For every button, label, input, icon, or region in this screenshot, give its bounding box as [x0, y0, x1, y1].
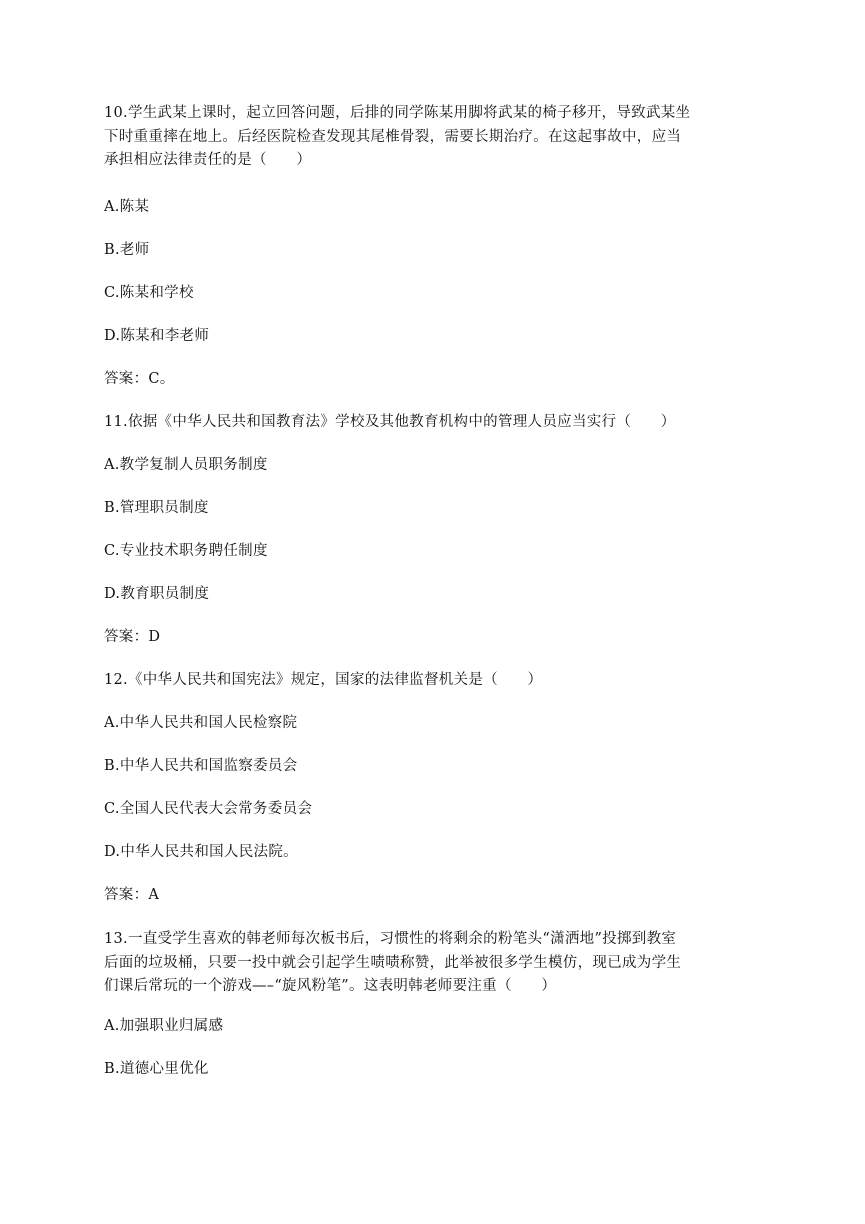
question-11-stem: 11.依据《中华人民共和国教育法》学校及其他教育机构中的管理人员应当实行（ ）: [104, 414, 676, 430]
question-12-stem: 12.《中华人民共和国宪法》规定，国家的法律监督机关是（ ）: [104, 672, 543, 688]
question-11-option-c: C.专业技术职务聘任制度: [104, 543, 268, 559]
question-11-option-d: D.教育职员制度: [104, 586, 210, 602]
question-10-stem: [104, 102, 764, 173]
stem-line: 10.学生武某上课时，起立回答问题，后排的同学陈某用脚将武某的椅子移开，导致武某坐: [104, 105, 691, 121]
stem-line: 承担相应法律责任的是（ ）: [104, 152, 312, 168]
question-13-option-b: B.道德心里优化: [104, 1061, 209, 1077]
question-11-answer: 答案：D: [104, 629, 161, 645]
stem-line: 13.一直受学生喜欢的韩老师每次板书后，习惯性的将剩余的粉笔头“潇洒地”投掷到教室: [104, 931, 677, 947]
question-12-option-a: A.中华人民共和国人民检察院: [104, 715, 298, 731]
question-10-option-c: C.陈某和学校: [104, 285, 194, 301]
question-11-option-a: A.教学复制人员职务制度: [104, 457, 268, 473]
stem-line: 后面的垃圾桶，只要一投中就会引起学生啧啧称赞，此举被很多学生模仿，现已成为学生: [104, 954, 682, 971]
question-12-option-d: D.中华人民共和国人民法院。: [104, 844, 298, 860]
question-10-answer: 答案：C。: [104, 371, 175, 387]
question-13-stem: [104, 928, 764, 999]
stem-line: 们课后常玩的一个游戏—–“旋风粉笔”。这表明韩老师要注重（ ）: [104, 978, 557, 994]
question-12-option-c: C.全国人民代表大会常务委员会: [104, 801, 313, 817]
question-10-option-b: B.老师: [104, 242, 150, 258]
stem-line: 下时重重摔在地上。后经医院检查发现其尾椎骨裂，需要长期治疗。在这起事故中，应当: [104, 128, 682, 145]
question-11-option-b: B.管理职员制度: [104, 500, 209, 516]
question-10-option-d: D.陈某和李老师: [104, 328, 210, 344]
question-12-option-b: B.中华人民共和国监察委员会: [104, 758, 298, 774]
question-13-option-a: A.加强职业归属感: [104, 1018, 224, 1034]
question-12-answer: 答案：A: [104, 887, 160, 903]
question-10-option-a: A.陈某: [104, 199, 150, 215]
